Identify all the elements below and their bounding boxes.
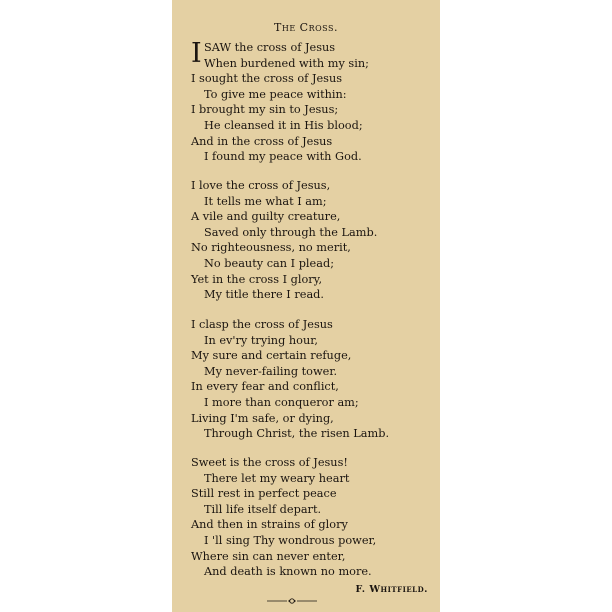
poem-line: Sweet is the cross of Jesus! — [191, 456, 348, 469]
poem-title: The Cross. — [274, 21, 338, 34]
poem-line: He cleansed it in His blood; — [204, 118, 363, 132]
stanza-4 — [191, 455, 436, 580]
poem-line: In every fear and conflict, — [191, 380, 339, 394]
poem-line: My sure and certain refuge, — [191, 349, 352, 363]
poem-line: It tells me what I am; — [204, 194, 327, 208]
poem-line-text: SAW the cross of Jesus — [204, 41, 336, 54]
stanza-1 — [191, 40, 436, 165]
poem-line: Still rest in perfect peace — [191, 487, 337, 501]
stanza-2 — [191, 178, 436, 303]
poem-line: My never-failing tower. — [204, 364, 338, 378]
poem-line: I found my peace with God. — [204, 150, 362, 164]
poem-author: F. Whitfield. — [355, 584, 428, 595]
poem-line: My title there I read. — [204, 288, 324, 302]
poem-line: Yet in the cross I glory, — [191, 272, 323, 286]
poem-line: And death is known no more. — [204, 565, 372, 579]
poem-line: I clasp the cross of Jesus — [191, 318, 333, 331]
poem-line: A vile and guilty creature, — [191, 210, 341, 224]
poem-line: I brought my sin to Jesus; — [191, 103, 339, 117]
poem-line: Till life itself depart. — [204, 502, 322, 516]
poem-line: Saved only through the Lamb. — [204, 225, 378, 239]
poem-line: No beauty can I plead; — [204, 256, 335, 270]
poem-line: I sought the cross of Jesus — [191, 72, 343, 86]
poem-line: No righteousness, no merit, — [191, 241, 351, 255]
poem-line: There let my weary heart — [204, 471, 350, 485]
poem-line: To give me peace within: — [204, 87, 347, 101]
stanza-3 — [191, 317, 436, 442]
poem-line: I more than conqueror am; — [204, 395, 359, 409]
drop-cap: I — [191, 38, 202, 69]
poem-line: In ev'ry trying hour, — [204, 333, 319, 347]
poem-line: Through Christ, the risen Lamb. — [204, 427, 390, 441]
poem-line: And then in strains of glory — [191, 518, 348, 532]
poem-line: I 'll sing Thy wondrous power, — [204, 533, 377, 547]
poem-page — [172, 0, 440, 612]
ornament-divider — [267, 596, 317, 606]
poem-line: I love the cross of Jesus, — [191, 179, 331, 192]
poem-line: Living I'm safe, or dying, — [191, 411, 334, 425]
poem-line: When burdened with my sin; — [204, 56, 369, 70]
poem-line: And in the cross of Jesus — [191, 134, 333, 148]
poem-line: Where sin can never enter, — [191, 549, 346, 563]
